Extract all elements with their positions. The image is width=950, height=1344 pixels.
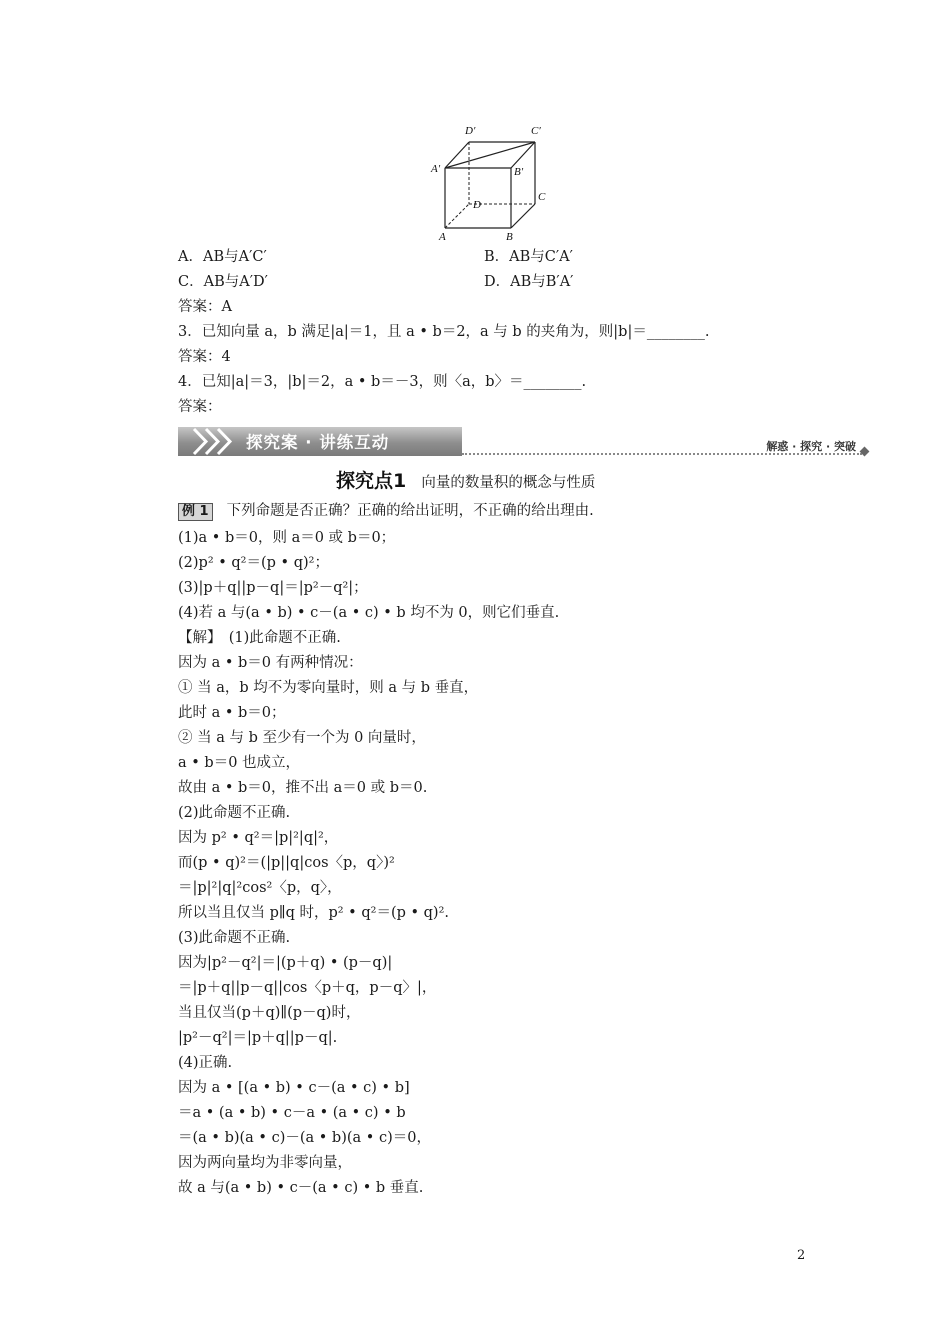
solution-line: 所以当且仅当 p∥q 时，p² • q²＝(p • q)².	[178, 905, 450, 921]
example-prompt: 下列命题是否正确？正确的给出证明，不正确的给出理由.	[226, 503, 594, 519]
option-b: B．AB与C′A′	[484, 249, 573, 265]
label-c: C	[538, 191, 546, 203]
solution-line: ① 当 a，b 均不为零向量时，则 a 与 b 垂直，	[178, 680, 479, 696]
label-a1: A′	[431, 163, 441, 175]
answer-q4: 答案：	[178, 399, 222, 415]
option-a: A．AB与A′C′	[178, 249, 267, 265]
solution-line: 【解】 (1)此命题不正确.	[178, 630, 341, 646]
solution-line: 因为|p²－q²|＝|(p＋q) • (p－q)|	[178, 955, 393, 971]
solution-line: a • b＝0 也成立，	[178, 755, 301, 771]
solution-line: (2)p² • q²＝(p • q)²；	[178, 555, 329, 571]
example-prompt-line	[178, 501, 594, 521]
label-d1: D′	[465, 125, 476, 137]
page-number: 2	[797, 1248, 806, 1263]
solution-line: |p²－q²|＝|p＋q||p－q|.	[178, 1030, 338, 1046]
section-banner	[178, 427, 868, 461]
solution-line: ＝(a • b)(a • c)－(a • b)(a • c)＝0，	[178, 1130, 431, 1146]
solution-line: 因为 a • [(a • b) • c－(a • c) • b]	[178, 1080, 410, 1096]
banner-subtitle: 解惑 · 探究 · 突破	[766, 440, 856, 453]
solution-line: (2)此命题不正确.	[178, 805, 291, 821]
label-b1: B′	[514, 166, 524, 178]
solution-line: ＝a • (a • b) • c－a • (a • c) • b	[178, 1105, 406, 1121]
answer-q3: 答案：4	[178, 349, 231, 365]
diagonal-a1c1	[445, 142, 535, 168]
banner-bar	[178, 427, 462, 456]
solution-line: 而(p • q)²＝(|p||q|cos〈p，q〉)²	[178, 855, 395, 871]
solution-line: (1)a • b＝0，则 a＝0 或 b＝0；	[178, 530, 396, 546]
cube-figure	[425, 118, 565, 244]
example-badge: 例 1	[178, 503, 213, 521]
section-heading-topic: 向量的数量积的概念与性质	[421, 475, 596, 491]
solution-line: (3)此命题不正确.	[178, 930, 291, 946]
solution-line: 故 a 与(a • b) • c－(a • c) • b 垂直.	[178, 1180, 424, 1196]
solution-line: 因为两向量均为非零向量，	[178, 1155, 352, 1171]
question-4: 4．已知|a|＝3，|b|＝2，a • b＝－3，则〈a，b〉＝________.	[178, 374, 587, 390]
solution-line: 因为 a • b＝0 有两种情况：	[178, 655, 363, 671]
solution-line: 此时 a • b＝0；	[178, 705, 286, 721]
label-a: A	[439, 231, 446, 243]
hidden-edge-ad	[445, 204, 469, 228]
solution-line: ② 当 a 与 b 至少有一个为 0 向量时，	[178, 730, 426, 746]
solution-line: (4)若 a 与(a • b) • c－(a • c) • b 均不为 0，则它们垂直.	[178, 605, 560, 621]
banner-title: 探究案 · 讲练互动	[246, 433, 390, 452]
chevron-icon	[188, 427, 248, 456]
option-c: C．AB与A′D′	[178, 274, 268, 290]
label-c1: C′	[531, 125, 541, 137]
solution-line: ＝|p＋q||p－q||cos〈p＋q，p－q〉|，	[178, 980, 437, 996]
solution-line: ＝|p|²|q|²cos²〈p，q〉，	[178, 880, 342, 896]
edge-bc	[511, 204, 535, 228]
question-3: 3．已知向量 a，b 满足|a|＝1，且 a • b＝2，a 与 b 的夹角为，则|b|＝________.	[178, 324, 710, 340]
solution-line: 故由 a • b＝0，推不出 a＝0 或 b＝0.	[178, 780, 428, 796]
label-d: D	[473, 199, 481, 211]
solution-line: 因为 p² • q²＝|p|²|q|²，	[178, 830, 339, 846]
section-heading-main: 探究点1	[336, 470, 407, 492]
option-d: D．AB与B′A′	[484, 274, 574, 290]
solution-line: 当且仅当(p＋q)∥(p－q)时，	[178, 1005, 361, 1021]
section-heading	[336, 466, 595, 493]
answer-q2: 答案：A	[178, 299, 232, 315]
solution-line: (3)|p＋q||p－q|＝|p²－q²|；	[178, 580, 368, 596]
solution-line: (4)正确.	[178, 1055, 233, 1071]
label-b: B	[506, 231, 513, 243]
